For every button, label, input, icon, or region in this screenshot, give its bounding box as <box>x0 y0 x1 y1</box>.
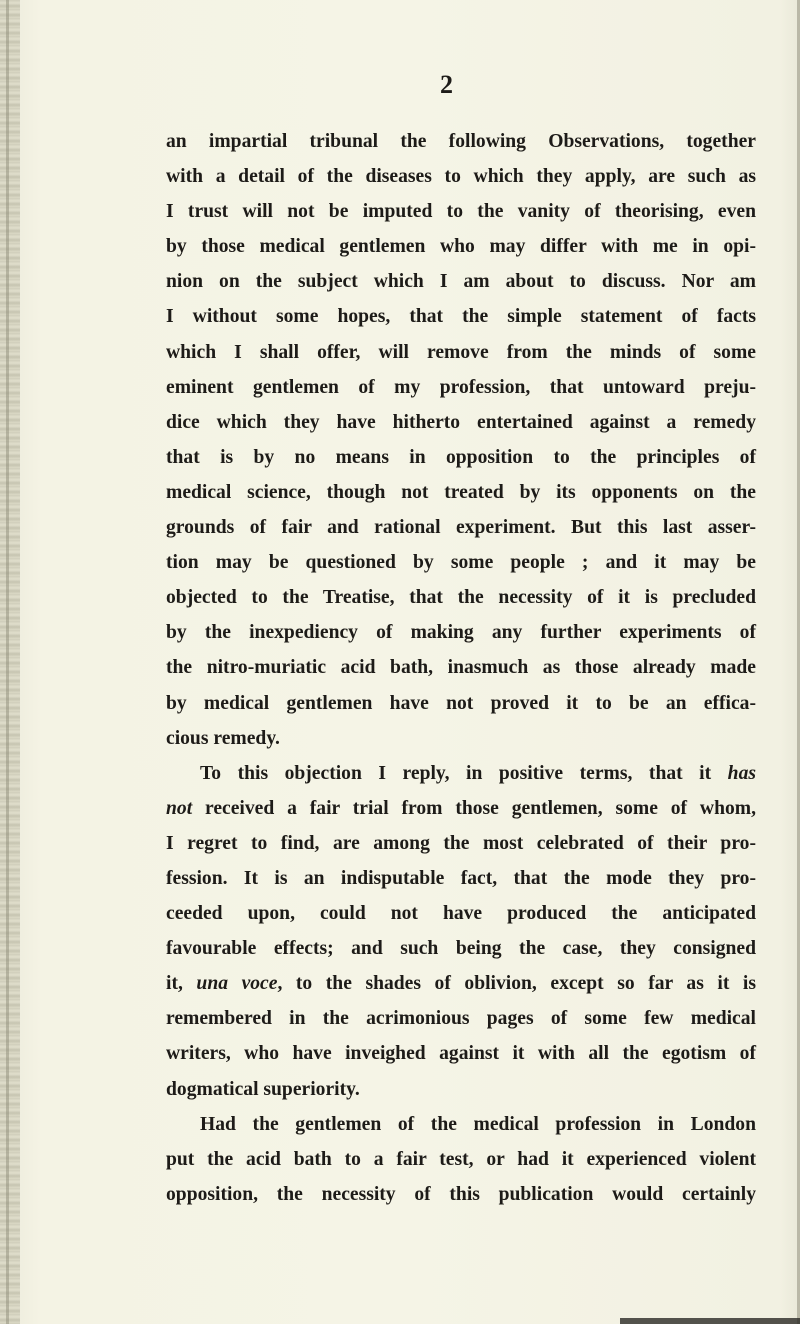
text-segment: tion may be questioned by some people ; and it may be <box>166 552 756 574</box>
text-line <box>166 861 756 896</box>
text-line <box>166 966 756 1001</box>
text-line <box>166 791 756 826</box>
text-segment: Had the gentlemen of the medical profession in London <box>200 1113 756 1135</box>
text-segment: I regret to find, are among the most celebrated of their pro- <box>166 832 756 854</box>
text-line <box>166 229 756 264</box>
text-line <box>166 264 756 299</box>
page-number: 2 <box>440 70 453 99</box>
text-segment: by the inexpediency of making any further experiments of <box>166 622 756 644</box>
text-segment: I without some hopes, that the simple statement of facts <box>166 306 756 328</box>
text-line <box>166 335 756 370</box>
text-line <box>166 124 756 159</box>
text-line <box>166 405 756 440</box>
text-segment: To this objection I reply, in positive terms, that it <box>200 762 728 784</box>
text-segment: dice which they have hitherto entertained against a remedy <box>166 411 756 433</box>
text-segment: favourable effects; and such being the case, they consigned <box>166 938 756 960</box>
text-segment: by those medical gentlemen who may differ with me in opi- <box>166 236 756 258</box>
text-segment: writers, who have inveighed against it with all the egotism of <box>166 1043 756 1065</box>
text-line <box>166 510 756 545</box>
text-segment: that is by no means in opposition to the principles of <box>166 446 756 468</box>
text-line <box>166 159 756 194</box>
text-line <box>166 1036 756 1071</box>
text-segment: an impartial tribunal the following Observations, together <box>166 131 756 152</box>
page-bottom-edge <box>620 1318 800 1324</box>
paragraph <box>166 756 756 1107</box>
text-line <box>166 299 756 334</box>
paragraph <box>166 1107 756 1212</box>
text-segment: nion on the subject which I am about to discuss. Nor am <box>166 271 756 293</box>
text-segment: cious remedy. <box>166 727 280 749</box>
text-segment: put the acid bath to a fair test, or had it experienced violent <box>166 1148 756 1170</box>
italic-text: not <box>166 797 193 819</box>
italic-text: una voce <box>196 973 278 995</box>
text-line <box>166 1107 756 1142</box>
text-segment: opposition, the necessity of this publication would certainly <box>166 1183 756 1205</box>
text-line <box>166 1001 756 1036</box>
text-line <box>166 650 756 685</box>
binding-shadow <box>6 0 9 1324</box>
body-text <box>166 124 756 1212</box>
text-segment: eminent gentlemen of my profession, that untoward preju- <box>166 376 756 398</box>
text-line <box>166 475 756 510</box>
text-line <box>166 194 756 229</box>
text-segment: medical science, though not treated by its opponents on the <box>166 481 756 503</box>
text-segment: the nitro-muriatic acid bath, inasmuch as those already made <box>166 657 756 679</box>
text-segment: received a fair trial from those gentlemen, some of whom, <box>192 797 756 819</box>
text-line <box>166 826 756 861</box>
text-line <box>166 1142 756 1177</box>
text-line <box>166 1072 756 1107</box>
text-segment: by medical gentlemen have not proved it to be an effica- <box>166 692 756 714</box>
italic-text: has <box>727 762 756 784</box>
text-segment: with a detail of the diseases to which they apply, are such as <box>166 166 756 188</box>
text-segment: objected to the Treatise, that the necessity of it is precluded <box>166 587 756 609</box>
text-line <box>166 370 756 405</box>
text-segment: , to the shades of oblivion, except so far as it is <box>277 973 756 995</box>
text-line <box>166 580 756 615</box>
text-line <box>166 686 756 721</box>
text-segment: I trust will not be imputed to the vanity of theorising, even <box>166 201 756 223</box>
text-line <box>166 1177 756 1212</box>
text-segment: fession. It is an indisputable fact, that the mode they pro- <box>166 867 756 889</box>
text-segment: it, <box>166 973 197 995</box>
text-segment: dogmatical superiority. <box>166 1078 360 1100</box>
binding-edge <box>0 0 20 1324</box>
text-line <box>166 896 756 931</box>
text-line <box>166 721 756 756</box>
text-segment: grounds of fair and rational experiment. But this last asser- <box>166 517 756 539</box>
paragraph <box>166 124 756 756</box>
text-segment: remembered in the acrimonious pages of some few medical <box>166 1008 756 1030</box>
text-line <box>166 440 756 475</box>
text-line <box>166 931 756 966</box>
text-line <box>166 545 756 580</box>
text-segment: ceeded upon, could not have produced the anticipated <box>166 903 756 925</box>
text-line <box>166 756 756 791</box>
text-line <box>166 615 756 650</box>
text-segment: which I shall offer, will remove from the minds of some <box>166 341 756 363</box>
